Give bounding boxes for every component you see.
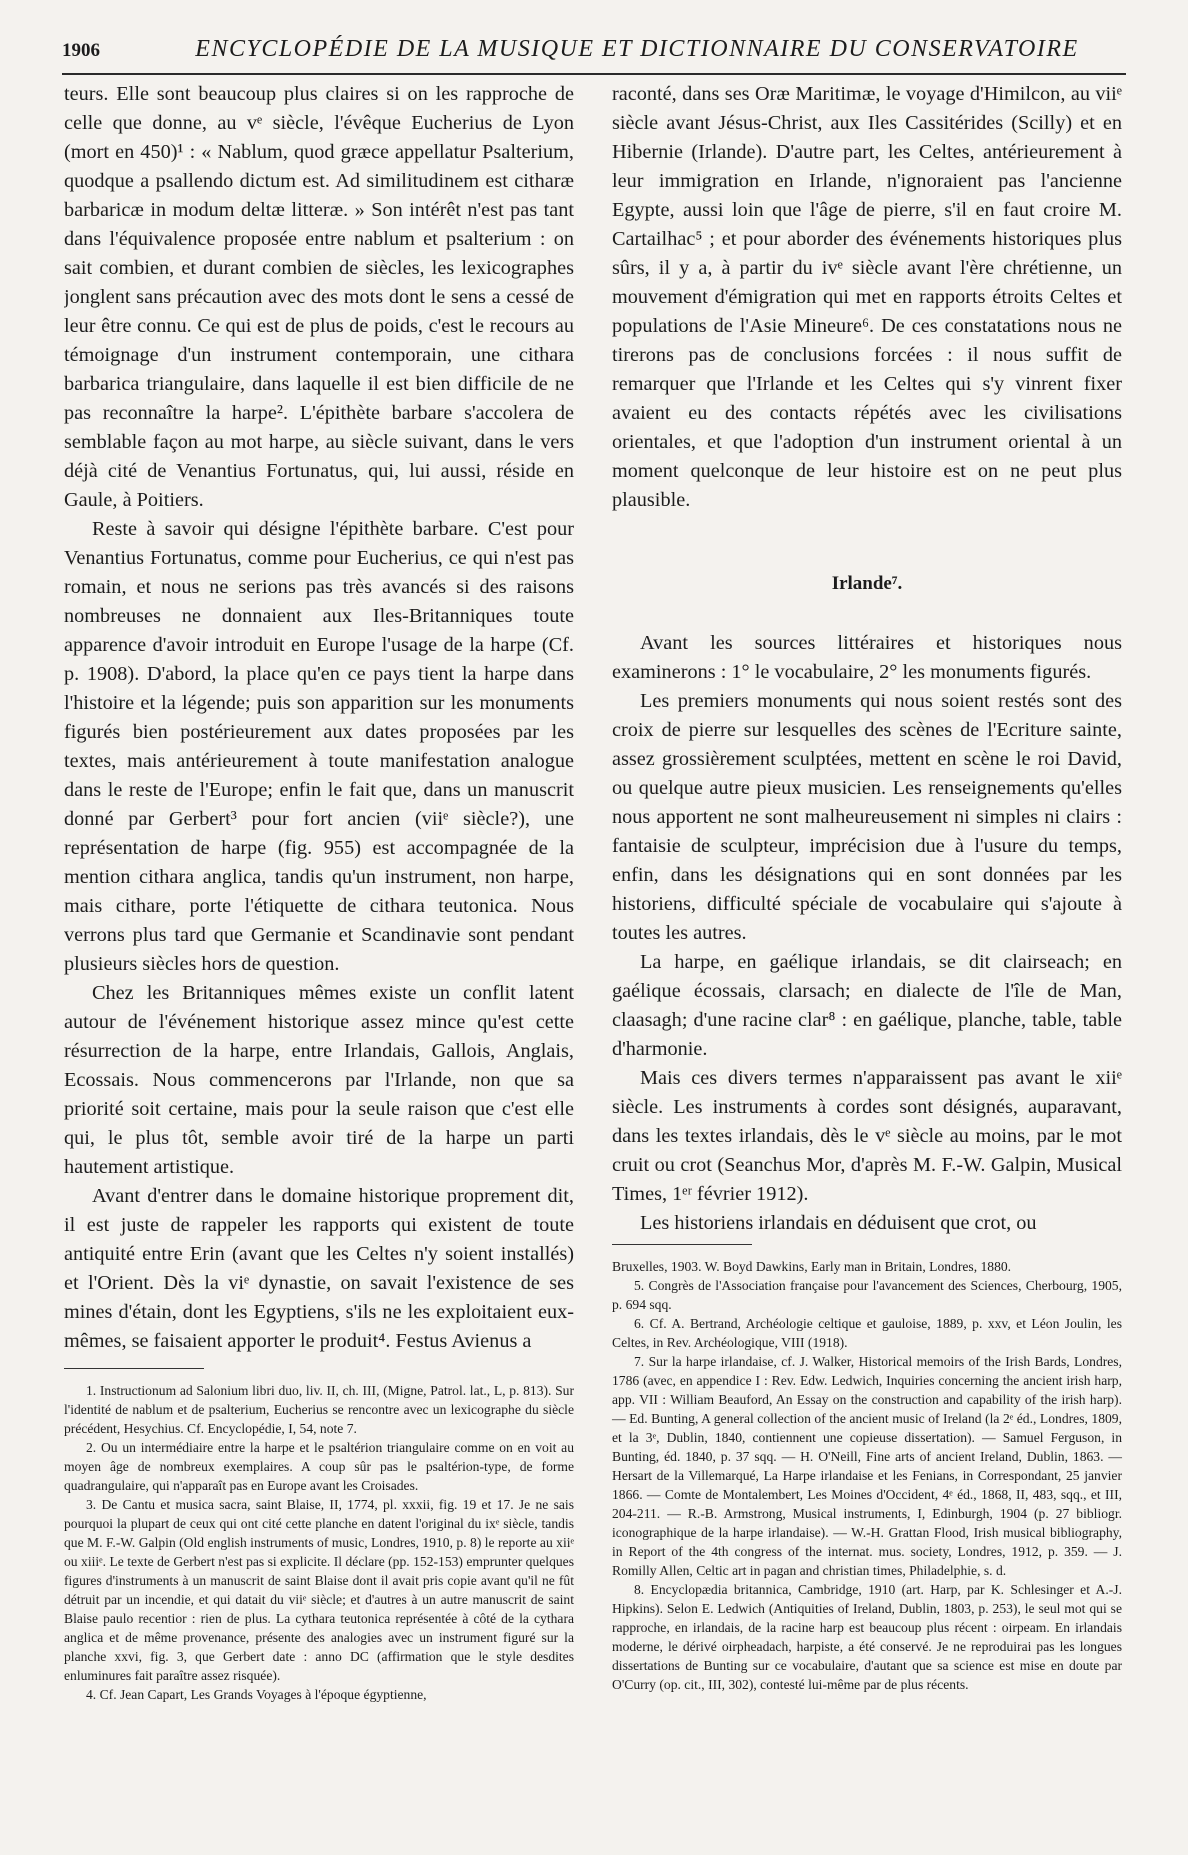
paragraph: Avant d'entrer dans le domaine historique proprement dit, il est juste de rappeler les rapports qui existent de toute antiquité entre Erin (avant que les Celtes n'y soient installés) et l'Orient. Dès la viᵉ dynastie, on savait l'existence de ses mines d'étain, dont les Egyptiens, s'ils ne les exploitaient eux-mêmes, se faisaient apporter le produit⁴. Festus Avienus a: [64, 1185, 574, 1352]
paragraph: Les premiers monuments qui nous soient restés sont des croix de pierre sur lesquelles des scènes de l'Ecriture sainte, assez grossièrement sculptées, mettent en scène le roi David, ou quelque autre pieux musicien. Les renseignements qu'elles nous apportent ne sont malheureusement ni simples ni clairs : fantaisie de sculpteur, imprécision due à l'usure du temps, enfin, dans les désignations qui en sont données par les historiens, difficulté spéciale de vocabulaire qui s'ajoute à toutes les autres.: [612, 690, 1122, 944]
paragraph: raconté, dans ses Oræ Maritimæ, le voyage d'Himilcon, au viiᵉ siècle avant Jésus-Christ, aux Iles Cassitérides (Scilly) et en Hibernie (Irlande). D'autre part, les Celtes, antérieurement à leur immigration en Irlande, n'ignoraient pas l'ancienne Egypte, aussi loin que l'âge de pierre, s'il en faut croire M. Cartailhac⁵ ; et pour aborder des événements historiques plus sûrs, il y a, à partir du ivᵉ siècle avant l'ère chrétienne, un mouvement d'émigration qui met en rapports étroits Celtes et populations de l'Asie Mineure⁶. De ces constatations nous ne tirerons pas de conclusions forcées : il nous suffit de remarquer que l'Irlande et les Celtes qui s'y vinrent fixer avaient eu des contacts répétés avec les civilisations orientales, et que l'adoption d'un instrument oriental à un moment quelconque de leur histoire est on ne peut plus plausible.: [612, 83, 1122, 511]
right-footnotes: [612, 1244, 1122, 1694]
footnote: 2. Ou un intermédiaire entre la harpe et le psaltérion triangulaire comme on en voit au moyen âge de nombreux exemplaires. A coup sûr pas le psaltérion-type, de forme quadrangulaire, qui n'apparaît pas en Europe avant les Croisades.: [64, 1440, 574, 1493]
footnote-rule: [612, 1244, 752, 1245]
left-column-body: [64, 80, 574, 1358]
running-title: ENCYCLOPÉDIE DE LA MUSIQUE ET DICTIONNAIRE DU CONSERVATOIRE: [195, 36, 1079, 62]
paragraph: Mais ces divers termes n'apparaissent pas avant le xiiᵉ siècle. Les instruments à cordes sont désignés, auparavant, dans les textes irlandais, dès le vᵉ siècle au moins, par le mot cruit ou crot (Seanchus Mor, d'après M. F.-W. Galpin, Musical Times, 1ᵉʳ février 1912).: [612, 1067, 1122, 1205]
footnote: 7. Sur la harpe irlandaise, cf. J. Walker, Historical memoirs of the Irish Bards, Londres, 1786 (avec, en appendice I : Rev. Edw. Ledwich, Inquiries concerning the ancient irish harp, app. VII : William Beauford, An Essay on the construction and capability of the irish harp). — Ed. Bunting, A general collection of the ancient music of Ireland (la 2ᵉ éd., Londres, 1809, et la 3ᵉ, Dublin, 1840, contiennent une copieuse dissertation). — Samuel Ferguson, in Bunting, éd. 1840, p. 37 sqq. — H. O'Neill, Fine arts of ancient Ireland, Dublin, 1863. — Hersart de la Villemarqué, La Harpe irlandaise et les Fenians, in Correspondant, 25 janvier 1866. — Comte de Montalembert, Les Moines d'Occident, 4ᵉ éd., 1868, II, 483, sqq., et III, 204-211. — R.-B. Armstrong, Musical instruments, I, Edinburgh, 1904 (p. 27 bibliogr. iconographique de la harpe irlandaise). — W.-H. Grattan Flood, Irish musical bibliography, in Report of the 4th congress of the internat. mus. society, Londres, 1912, p. 359. — J. Romilly Allen, Celtic art in pagan and christian times, Philadelphie, s. d.: [612, 1354, 1122, 1578]
paragraph: teurs. Elle sont beaucoup plus claires si on les rapproche de celle que donne, au vᵉ siècle, l'évêque Eucherius de Lyon (mort en 450)¹ : « Nablum, quod græce appellatur Psalterium, quodque a psallendo dictum est. Ad similitudinem est citharæ barbaricæ in modum deltæ litteræ. » Son intérêt n'est pas tant dans l'équivalence proposée entre nablum et psalterium : on sait combien, et durant combien de siècles, les lexicographes jonglent sans précaution avec des mots dont le sens a cessé de leur être connu. Ce qui est de plus de poids, c'est le recours au témoignage d'un instrument contemporain, une cithara barbarica triangulaire, dans laquelle il est bien difficile de ne pas reconnaître la harpe². L'épithète barbare s'accolera de semblable façon au mot harpe, au siècle suivant, dans le vers déjà cité de Venantius Fortunatus, qui, lui aussi, réside en Gaule, à Poitiers.: [64, 83, 574, 511]
page-header: [62, 36, 1126, 70]
footnote: 5. Congrès de l'Association française pour l'avancement des Sciences, Cherbourg, 1905, p. 694 sqq.: [612, 1278, 1122, 1312]
left-footnotes: [64, 1368, 574, 1704]
footnote: 4. Cf. Jean Capart, Les Grands Voyages à l'époque égyptienne,: [86, 1687, 427, 1702]
paragraph: Chez les Britanniques mêmes existe un conflit latent autour de l'événement historique assez mince qu'est cette résurrection de la harpe, entre Irlandais, Gallois, Anglais, Ecossais. Nous commencerons par l'Irlande, non que sa priorité soit certaine, mais pour la seule raison que c'est elle qui, le plus tôt, semble avoir tiré de la harpe un parti hautement artistique.: [64, 982, 574, 1178]
page-number: 1906: [62, 40, 100, 61]
right-column-body: [612, 80, 1122, 1236]
header-rule: [62, 73, 1126, 75]
footnote: 1. Instructionum ad Salonium libri duo, liv. II, ch. III, (Migne, Patrol. lat., L, p. 813). Sur l'identité de nablum et de psalterium, Eucherius se rencontre avec un lexicographe du siècle précédent, Hesychius. Cf. Encyclopédie, I, 54, note 7.: [64, 1383, 574, 1436]
footnote: 6. Cf. A. Bertrand, Archéologie celtique et gauloise, 1889, p. xxv, et Léon Joulin, les Celtes, in Rev. Archéologique, VIII (1918).: [612, 1316, 1122, 1350]
section-title: Irlande⁷.: [831, 573, 903, 594]
paragraph: Avant les sources littéraires et historiques nous examinerons : 1° le vocabulaire, 2° les monuments figurés.: [612, 632, 1122, 683]
paragraph: Reste à savoir qui désigne l'épithète barbare. C'est pour Venantius Fortunatus, comme pour Eucherius, ce qui n'est pas romain, et nous ne serions pas très avancés si des raisons nombreuses ne donnaient aux Iles-Britanniques toute apparence d'avoir introduit en Europe l'usage de la harpe (Cf. p. 1908). D'abord, la place qu'en ce pays tient la harpe dans l'histoire et la légende; puis son apparition sur les monuments figurés bien postérieurement aux dates proposées par les textes, mais antérieurement à toute manifestation analogue dans le reste de l'Europe; enfin le fait que, dans un manuscrit donné par Gerbert³ pour fort ancien (viiᵉ siècle?), une représentation de harpe (fig. 955) est accompagnée de la mention cithara anglica, tandis qu'un instrument, non harpe, mais cithare, porte l'étiquette de cithara teutonica. Nous verrons plus tard que Germanie et Scandinavie sont pendant plusieurs siècles hors de question.: [64, 518, 574, 975]
footnote: 8. Encyclopædia britannica, Cambridge, 1910 (art. Harp, par K. Schlesinger et A.-J. Hipkins). Selon E. Ledwich (Antiquities of Ireland, Dublin, 1803, p. 253), le seul mot qui se rapproche, en irlandais, de la racine harp est beaucoup plus récent : oirpeam. En irlandais moderne, le dérivé oirphеadach, harpiste, a été conservé. Je ne reproduirai pas les longues dissertations de Bunting sur ce vocabulaire, d'autant que sa science est mise en doute par O'Curry (op. cit., III, 302), contesté lui-même par de plus récents.: [612, 1582, 1122, 1692]
footnote: Bruxelles, 1903. W. Boyd Dawkins, Early man in Britain, Londres, 1880.: [612, 1259, 1012, 1274]
paragraph: Les historiens irlandais en déduisent que crot, ou: [640, 1212, 1037, 1234]
paragraph: La harpe, en gaélique irlandais, se dit clairseach; en gaélique écossais, clarsach; en dialecte de l'île de Man, claasagh; d'une racine clar⁸ : en gaélique, planche, table, table d'harmonie.: [612, 951, 1122, 1060]
footnote-rule: [64, 1368, 204, 1369]
footnote: 3. De Cantu et musica sacra, saint Blaise, II, 1774, pl. xxxii, fig. 19 et 17. Je ne sais pourquoi la plupart de ceux qui ont cité cette planche en datent l'original du ixᵉ siècle, tandis que M. F.-W. Galpin (Old english instruments of music, Londres, 1910, p. 8) le reporte au xiiᵉ ou xiiiᵉ. Le texte de Gerbert n'est pas si explicite. Il déclare (pp. 152-153) emprunter quelques figures d'instruments à un manuscrit de saint Blaise dont il avait pris copie avant qu'il ne fût détruit par un incendie, et qui datait du viiᵉ siècle; et d'autres à un autre manuscrit de saint Blaise paulo recentior : rien de plus. La cythara teutonica représentée à côté de la cythara anglica et de même provenance, présente des analogies avec un instrument figuré sur la planche xxvi, fig. 3, que Gerbert date : anno DC (affirmation que le style desdites enluminures fait paraître assez risquée).: [64, 1497, 574, 1683]
